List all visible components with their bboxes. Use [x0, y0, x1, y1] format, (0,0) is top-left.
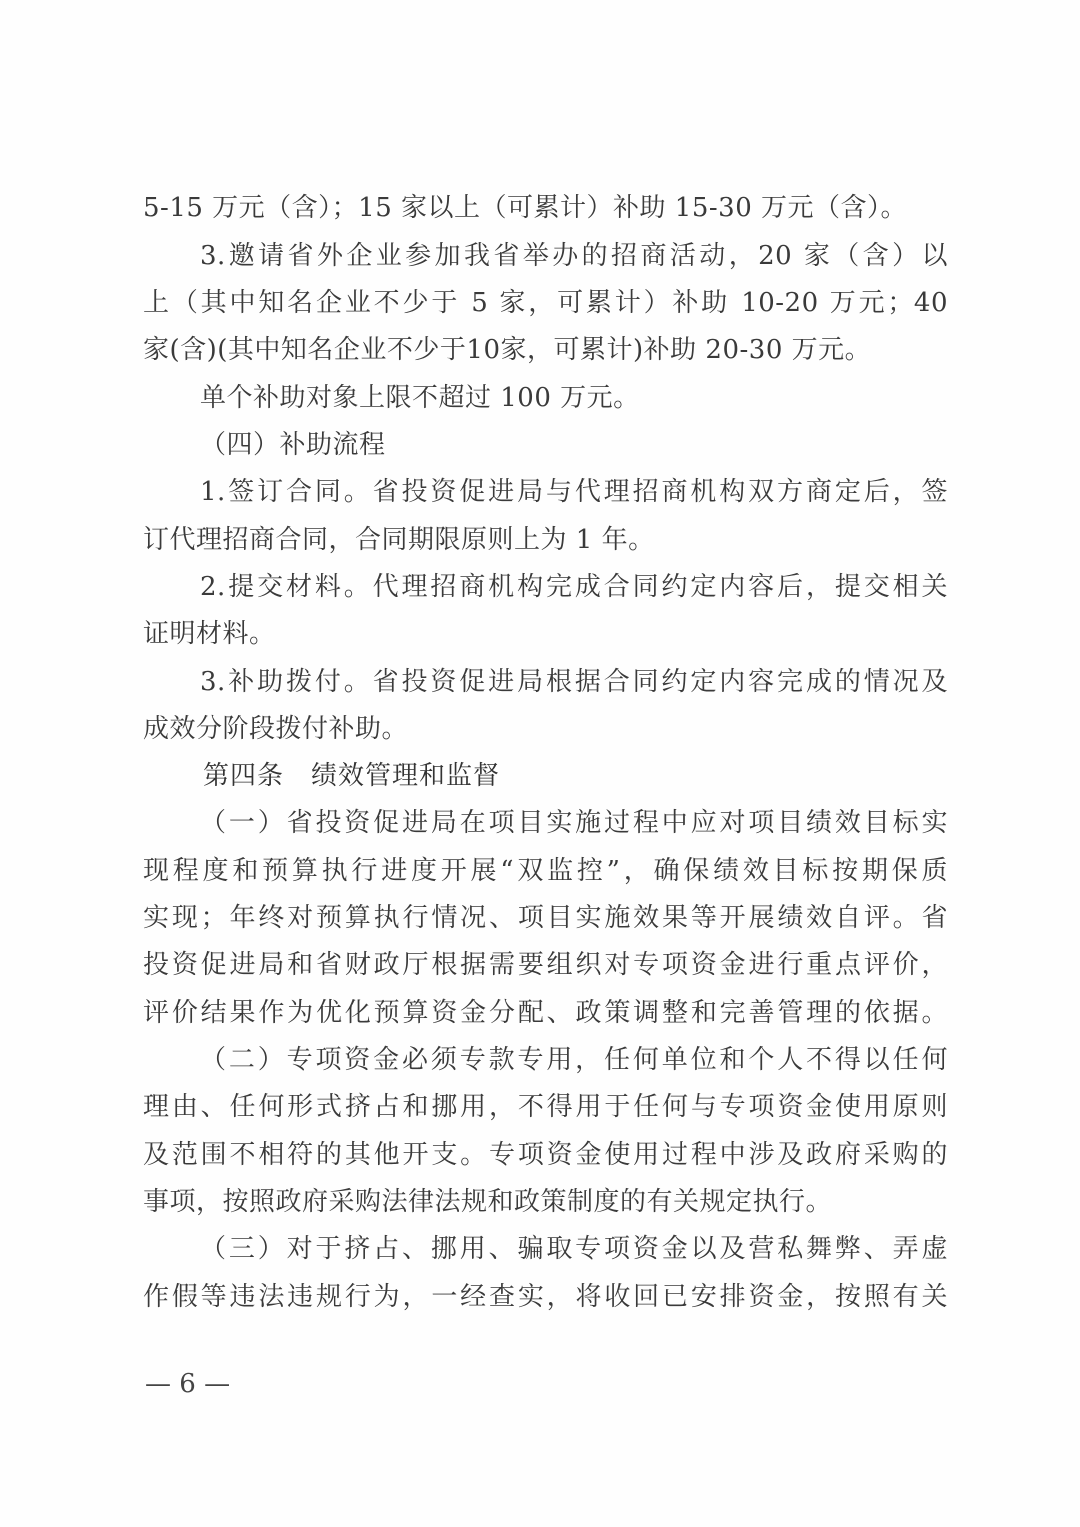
- body-line: 实现；年终对预算执行情况、项目实施效果等开展绩效自评。省: [143, 903, 948, 933]
- body-line: 5-15 万元（含）；15 家以上（可累计）补助 15-30 万元（含）。: [143, 193, 908, 223]
- body-line: 订代理招商合同，合同期限原则上为 1 年。: [143, 525, 655, 555]
- body-line: 上（其中知名企业不少于 5 家，可累计）补助 10-20 万元；40: [143, 288, 948, 318]
- page-number: — 6 —: [145, 1369, 231, 1399]
- article-heading: 第四条 绩效管理和监督: [203, 761, 501, 791]
- body-line: 1.签订合同。省投资促进局与代理招商机构双方商定后，签: [200, 477, 948, 507]
- body-line: 2.提交材料。代理招商机构完成合同约定内容后，提交相关: [200, 572, 948, 602]
- body-line: 投资促进局和省财政厅根据需要组织对专项资金进行重点评价，: [143, 950, 948, 980]
- body-line: （三）对于挤占、挪用、骗取专项资金以及营私舞弊、弄虚: [200, 1234, 948, 1264]
- body-line: 及范围不相符的其他开支。专项资金使用过程中涉及政府采购的: [143, 1140, 948, 1170]
- body-line: （二）专项资金必须专款专用，任何单位和个人不得以任何: [200, 1045, 948, 1075]
- body-line: 事项，按照政府采购法律法规和政策制度的有关规定执行。: [143, 1187, 833, 1217]
- body-line: 现程度和预算执行进度开展“双监控”，确保绩效目标按期保质: [143, 856, 948, 886]
- body-line: 成效分阶段拨付补助。: [143, 714, 409, 744]
- body-line: 3.补助拨付。省投资促进局根据合同约定内容完成的情况及: [200, 667, 948, 697]
- subsection-title: （四）补助流程: [200, 430, 386, 460]
- body-line: （一）省投资促进局在项目实施过程中应对项目绩效目标实: [200, 808, 948, 838]
- body-line: 3.邀请省外企业参加我省举办的招商活动，20 家（含）以: [200, 241, 948, 271]
- body-line: 作假等违法违规行为，一经查实，将收回已安排资金，按照有关: [143, 1282, 948, 1312]
- body-line: 家(含)(其中知名企业不少于10家，可累计)补助 20-30 万元。: [143, 335, 872, 365]
- body-line: 单个补助对象上限不超过 100 万元。: [200, 383, 640, 413]
- body-line: 理由、任何形式挤占和挪用，不得用于任何与专项资金使用原则: [143, 1092, 948, 1122]
- body-line: 证明材料。: [143, 619, 276, 649]
- body-line: 评价结果作为优化预算资金分配、政策调整和完善管理的依据。: [143, 998, 948, 1028]
